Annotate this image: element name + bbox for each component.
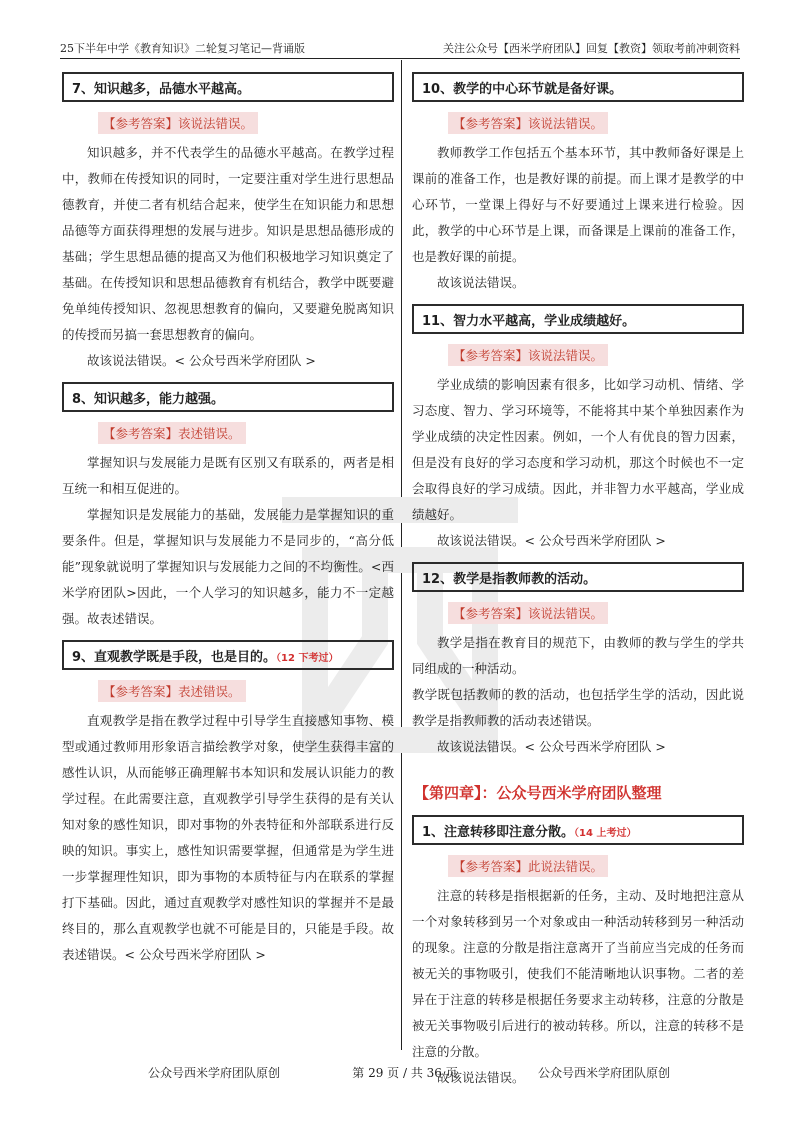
answer-verdict: 表述错误。	[178, 684, 241, 699]
answer-paragraph: 学业成绩的影响因素有很多，比如学习动机、情绪、学习态度、智力、学习环境等，不能将其中某个单独因素作为学业成绩的决定性因素。例如，一个人有优良的智力因素，但是没有良好的学习态度和学习动机，那这个时候也不一定会取得良好的学习成绩。因此，并非智力水平越高，学业成绩越好。	[412, 377, 744, 522]
answer-label-text: 【参考答案】	[453, 859, 529, 874]
footer-right-text: 公众号西米学府团队原创	[538, 1066, 671, 1080]
question-text: 8、知识越多，能力越强。	[72, 392, 225, 407]
answer-paragraph: 掌握知识是发展能力的基础，发展能力是掌握知识的重要条件。但是，掌握知识与发展能力不是同步的，“高分低能”现象就说明了掌握知识与发展能力之间的不均衡性。<西米学府团队>因此，一个人学习的知识越多，能力不一定越强。故表述错误。	[62, 507, 394, 626]
answer-verdict: 该说法错误。	[178, 116, 254, 131]
block-spacer	[62, 968, 394, 976]
question-text: 12、教学是指教师教的活动。	[422, 572, 597, 587]
left-column	[62, 72, 394, 976]
answer-verdict: 该说法错误。	[528, 116, 604, 131]
question-box	[62, 72, 394, 102]
exam-tag: （14 上考过）	[574, 828, 637, 839]
answer-label	[98, 422, 246, 444]
block-spacer	[412, 1091, 744, 1099]
answer-label	[448, 855, 608, 877]
page-header	[60, 40, 740, 56]
answer-paragraph: 教学既包括教师的教的活动，也包括学生学的活动，因此说教学是指教师教的活动表述错误。	[412, 687, 744, 728]
answer-paragraph: 故该说法错误。< 公众号西米学府团队 >	[87, 353, 316, 368]
answer-paragraph: 教师教学工作包括五个基本环节，其中教师备好课是上课前的准备工作，也是教好课的前提。而上课才是教学的中心环节，一堂课上得好与不好要通过上课来进行检验。因此，教学的中心环节是上课，而备课是上课前的准备工作，也是教好课的前提。	[412, 145, 744, 264]
question-box	[62, 382, 394, 412]
question-text: 9、直观教学既是手段，也是目的。	[72, 650, 277, 665]
header-right-text: 关注公众号【西米学府团队】回复【教资】领取考前冲刺资料	[443, 42, 740, 55]
answer-label-text: 【参考答案】	[453, 116, 529, 131]
answer-paragraph: 掌握知识与发展能力是既有区别又有联系的，两者是相互统一和相互促进的。	[62, 455, 394, 496]
answer-label	[448, 602, 608, 624]
question-text: 10、教学的中心环节就是备好课。	[422, 82, 623, 97]
header-left-text: 25下半年中学《教育知识》二轮复习笔记—背诵版	[60, 42, 305, 55]
question-text: 1、注意转移即注意分散。	[422, 825, 575, 840]
answer-paragraph: 故该说法错误。	[437, 1070, 525, 1085]
block-spacer	[412, 760, 744, 768]
answer-verdict: 该说法错误。	[528, 348, 604, 363]
answer-paragraph: 故该说法错误。	[437, 275, 525, 290]
answer-paragraph: 直观教学是指在教学过程中引导学生直接感知事物、模型或通过教师用形象语言描绘教学对象，使学生获得丰富的感性认识，从而能够正确理解书本知识和发展认识能力的教学过程。在此需要注意，直观教学引导学生获得的是有关认知对象的感性知识，即对事物的外表特征和外部联系进行反映的知识。事实上，感性知识需要掌握，但通常是为学生进一步掌握理性知识，即为事物的本质特征与内在联系的掌握打下基础。因此，通过直观教学对感性知识的掌握并不是最终目的，那么直观教学也就不可能是目的，只能是手段。故表述错误。< 公众号西米学府团队 >	[62, 713, 394, 962]
question-box	[412, 562, 744, 592]
right-column	[412, 72, 744, 1099]
answer-label	[98, 680, 246, 702]
answer-verdict: 表述错误。	[178, 426, 241, 441]
block-spacer	[62, 374, 394, 382]
footer-left-text: 公众号西米学府团队原创	[148, 1066, 281, 1080]
answer-paragraph: 知识越多，并不代表学生的品德水平越高。在教学过程中，教师在传授知识的同时，一定要注重对学生进行思想品德教育，并使二者有机结合起来，使学生在知识能力和思想品德等方面获得理想的发展与进步。知识是思想品德形成的基础；学生思想品德的提高又为他们积极地学习知识奠定了基础。在传授知识和思想品德教育有机结合，教学中既要避免单纯传授知识、忽视思想教育的偏向，又要避免脱离知识的传授而另搞一套思想教育的偏向。	[62, 145, 394, 342]
exam-tag: （12 下考过）	[276, 653, 339, 664]
answer-label	[448, 112, 608, 134]
page-number: 第 29 页 / 共 36 页	[352, 1066, 458, 1080]
answer-label	[98, 112, 258, 134]
question-box	[412, 304, 744, 334]
chapter-title: 【第四章】：公众号西米学府团队整理	[414, 784, 662, 802]
answer-label-text: 【参考答案】	[453, 348, 529, 363]
question-text: 11、智力水平越高，学业成绩越好。	[422, 314, 636, 329]
question-box	[412, 815, 744, 845]
block-spacer	[412, 296, 744, 304]
block-spacer	[412, 554, 744, 562]
answer-paragraph: 教学是指在教育目的规范下，由教师的教与学生的学共同组成的一种活动。	[412, 635, 744, 676]
answer-label	[448, 344, 608, 366]
answer-verdict: 此说法错误。	[528, 859, 604, 874]
answer-verdict: 该说法错误。	[528, 606, 604, 621]
question-box	[412, 72, 744, 102]
answer-label-text: 【参考答案】	[103, 684, 179, 699]
answer-paragraph: 故该说法错误。< 公众号西米学府团队 >	[437, 739, 666, 754]
answer-label-text: 【参考答案】	[103, 116, 179, 131]
question-box	[62, 640, 394, 670]
question-text: 7、知识越多，品德水平越高。	[72, 82, 251, 97]
header-rule	[60, 58, 740, 59]
answer-label-text: 【参考答案】	[103, 426, 179, 441]
answer-label-text: 【参考答案】	[453, 606, 529, 621]
answer-paragraph: 故该说法错误。< 公众号西米学府团队 >	[437, 533, 666, 548]
answer-paragraph: 注意的转移是指根据新的任务，主动、及时地把注意从一个对象转移到另一个对象或由一种活动转移到另一种活动的现象。注意的分散是指注意离开了当前应当完成的任务而被无关的事物吸引，使我们不能清晰地认识事物。二者的差异在于注意的转移是根据任务要求主动转移，注意的分散是被无关事物吸引后进行的被动转移。所以，注意的转移不是注意的分散。	[412, 888, 744, 1059]
column-divider	[401, 60, 402, 1050]
block-spacer	[62, 632, 394, 640]
